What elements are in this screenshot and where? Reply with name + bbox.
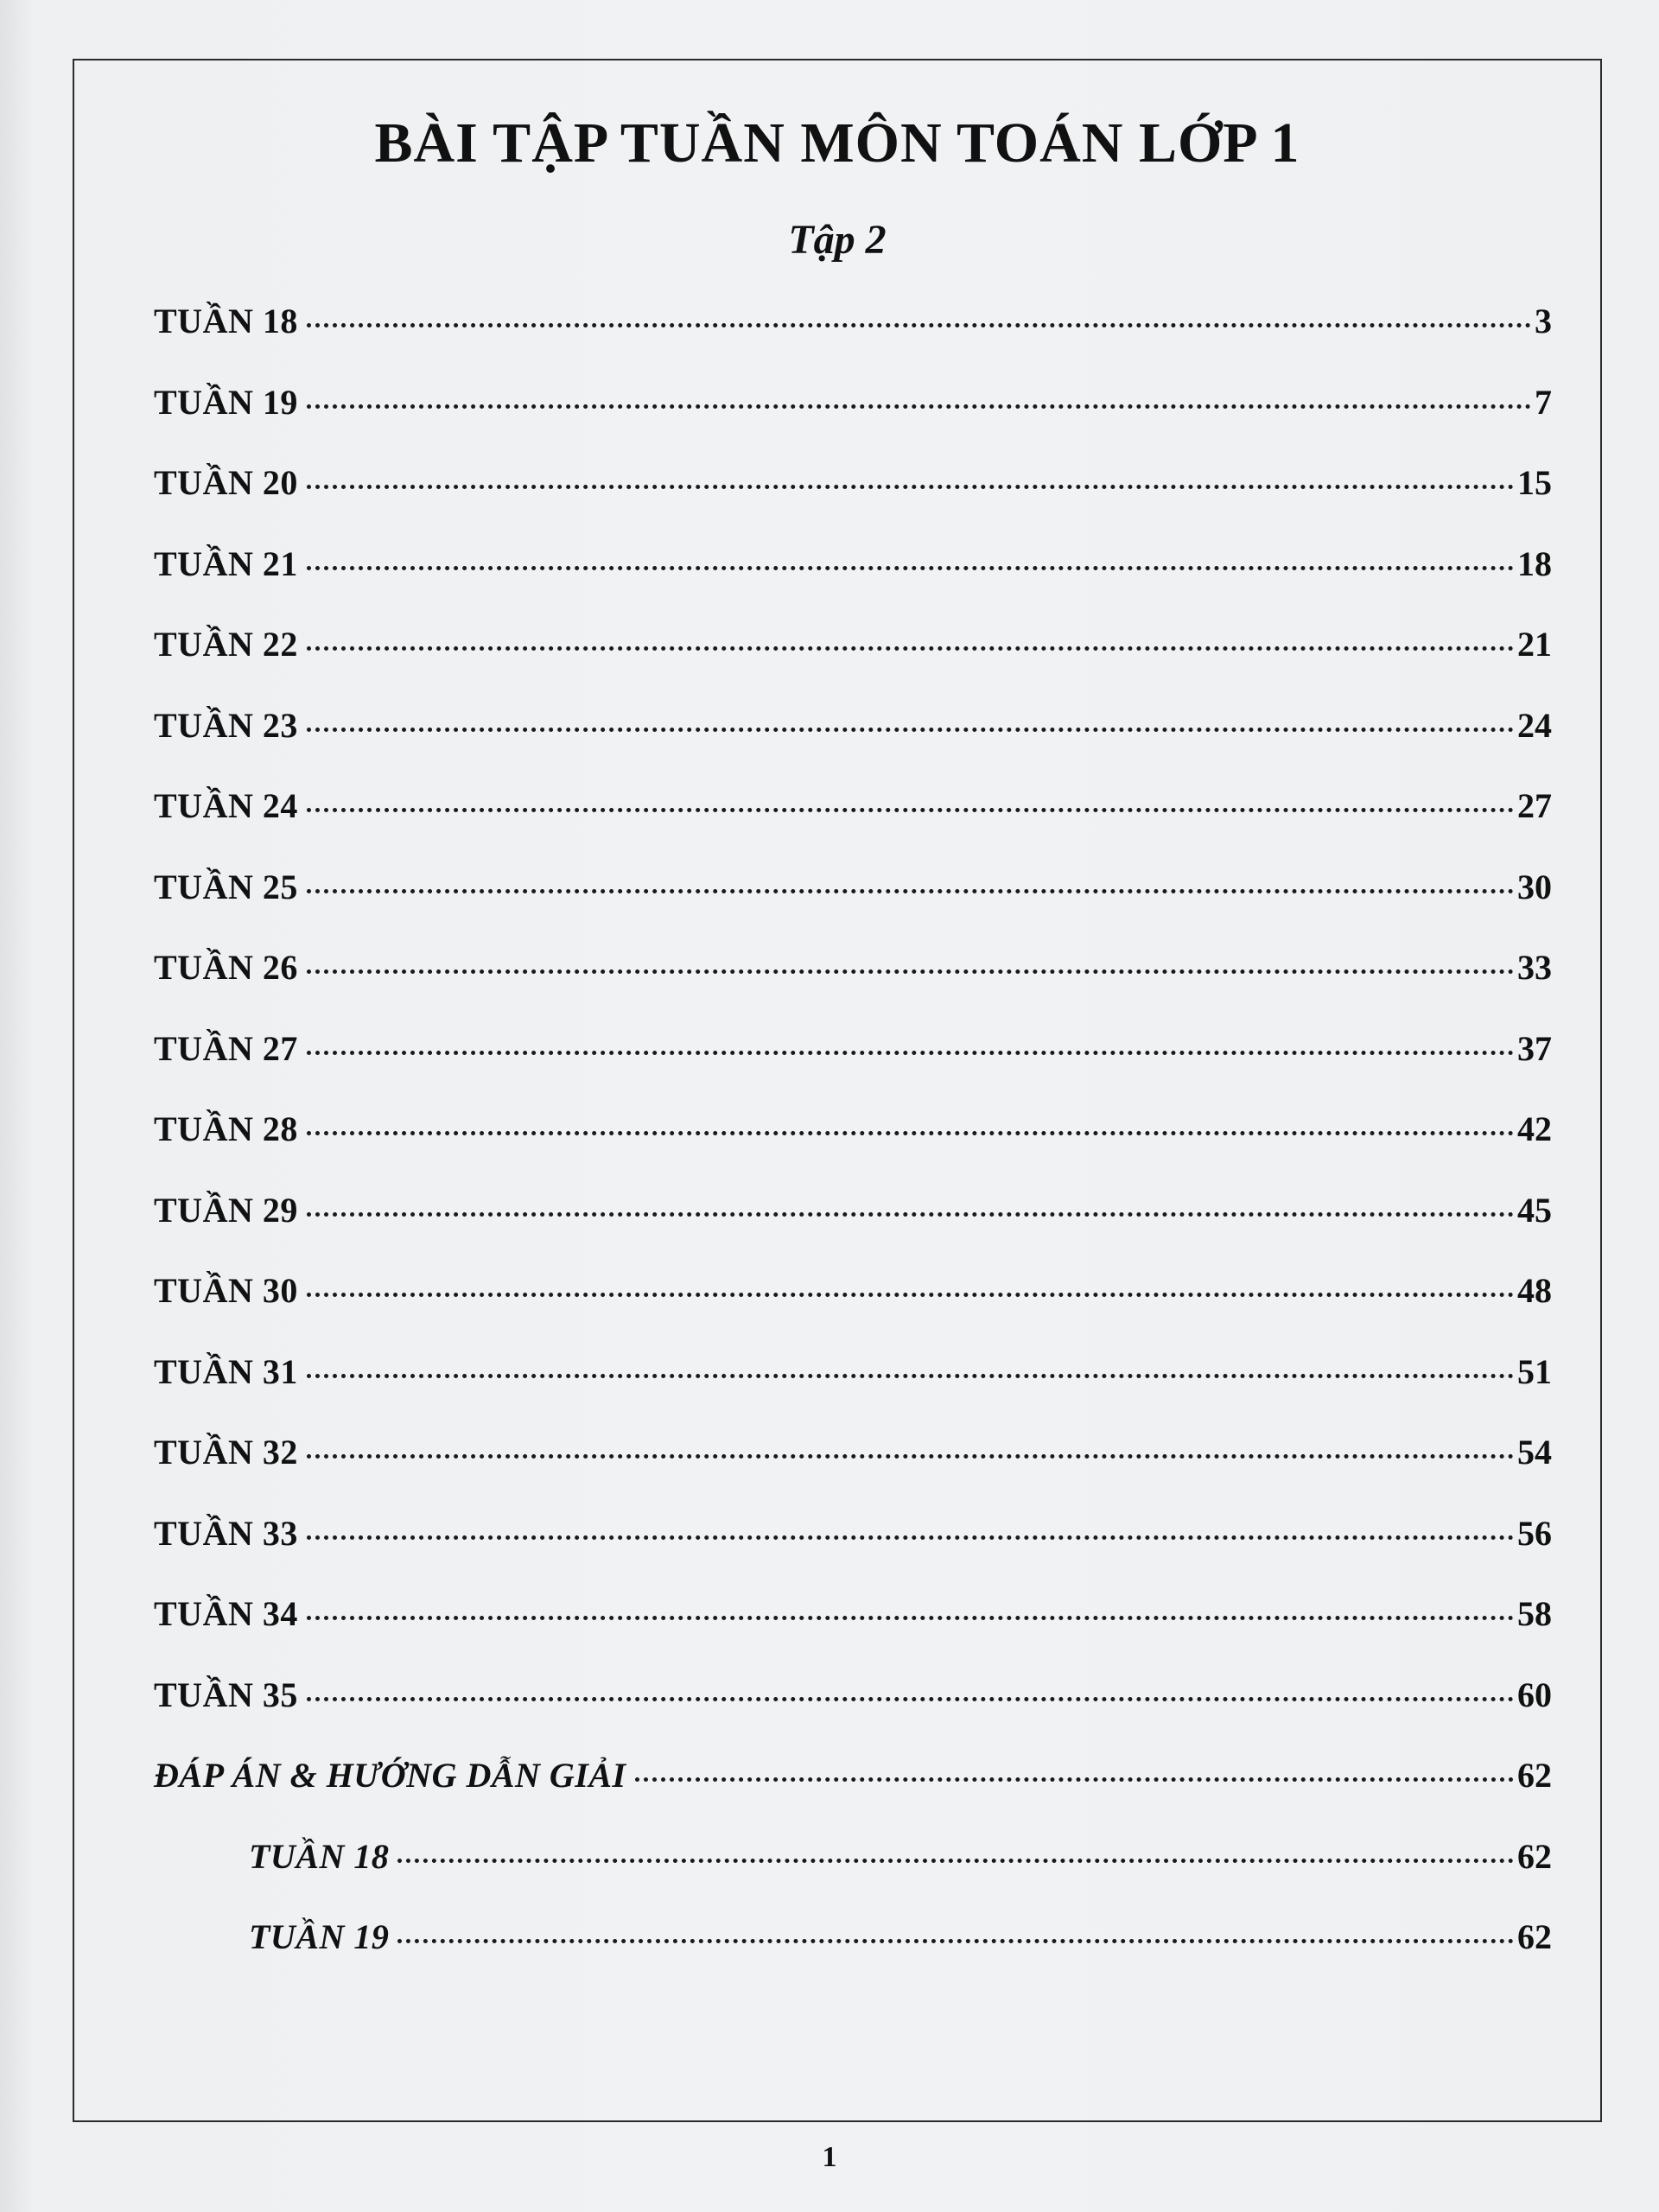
- toc-entry-label: TUẦN 35: [154, 1675, 298, 1714]
- dot-leader: [307, 323, 1531, 327]
- dot-leader: [307, 1131, 1514, 1135]
- document-title: BÀI TẬP TUẦN MÔN TOÁN LỚP 1: [374, 111, 1300, 175]
- dot-leader: [307, 808, 1514, 812]
- toc-entry-tuan-26[interactable]: [154, 947, 1552, 1028]
- toc-entry-label: ĐÁP ÁN & HƯỚNG DẪN GIẢI: [154, 1756, 626, 1795]
- toc-entry-page: 62: [1517, 1917, 1552, 1956]
- toc-entry-label: TUẦN 26: [154, 948, 298, 987]
- toc-entry-label: TUẦN 19: [249, 1917, 390, 1956]
- toc-entry-tuan-23[interactable]: [154, 705, 1552, 786]
- dot-leader: [307, 1051, 1514, 1055]
- toc-entry-page: 3: [1535, 302, 1552, 340]
- toc-entry-tuan-35[interactable]: [154, 1675, 1552, 1756]
- dot-leader: [307, 485, 1514, 489]
- toc-entry-tuan-29[interactable]: [154, 1190, 1552, 1271]
- toc-entry-page: 56: [1517, 1513, 1552, 1553]
- toc-entry-label: TUẦN 25: [154, 867, 298, 906]
- toc-entry-page: 60: [1517, 1675, 1552, 1714]
- toc-entry-page: 30: [1517, 867, 1552, 906]
- dot-leader: [307, 1616, 1514, 1620]
- dot-leader: [397, 1939, 1514, 1943]
- toc-entry-label: TUẦN 20: [154, 463, 298, 502]
- toc-entry-label: TUẦN 28: [154, 1109, 298, 1148]
- toc-entry-label: TUẦN 18: [154, 302, 298, 340]
- toc-entry-page: 21: [1517, 625, 1552, 664]
- toc-entry-tuan-25[interactable]: [154, 867, 1552, 948]
- toc-entry-page: 62: [1517, 1836, 1552, 1876]
- toc-entry-page: 62: [1517, 1756, 1552, 1795]
- dot-leader: [307, 1697, 1514, 1701]
- toc-entry-tuan-18[interactable]: [154, 301, 1552, 382]
- toc-entry-tuan-24[interactable]: [154, 785, 1552, 867]
- toc-entry-tuan-20[interactable]: [154, 462, 1552, 543]
- toc-entry-tuan-21[interactable]: [154, 543, 1552, 625]
- page-number: 1: [822, 2141, 837, 2173]
- toc-entry-page: 54: [1517, 1433, 1552, 1471]
- toc-entry-tuan-31[interactable]: [154, 1351, 1552, 1433]
- toc-entry-label: TUẦN 22: [154, 625, 298, 664]
- toc-entry-page: 27: [1517, 786, 1552, 825]
- document-subtitle: Tập 2: [788, 217, 887, 263]
- toc-entry-page: 18: [1517, 543, 1552, 583]
- toc-entry-tuan-22[interactable]: [154, 624, 1552, 705]
- dot-leader: [307, 566, 1514, 570]
- toc-entry-page: 24: [1517, 705, 1552, 745]
- toc-entry-page: 48: [1517, 1271, 1552, 1310]
- toc-entry-tuan-27[interactable]: [154, 1028, 1552, 1109]
- toc-entry-answers-section[interactable]: [154, 1755, 1552, 1836]
- toc-entry-tuan-32[interactable]: [154, 1432, 1552, 1513]
- toc-entry-tuan-34[interactable]: [154, 1593, 1552, 1675]
- toc-entry-label: TUẦN 27: [154, 1028, 298, 1068]
- dot-leader: [307, 1535, 1514, 1540]
- dot-leader: [307, 1454, 1514, 1459]
- dot-leader: [307, 969, 1514, 974]
- toc-entry-tuan-19[interactable]: [154, 382, 1552, 463]
- dot-leader: [397, 1859, 1514, 1863]
- dot-leader: [307, 1293, 1514, 1297]
- dot-leader: [307, 1374, 1514, 1378]
- table-of-contents: [154, 301, 1552, 1998]
- toc-entry-label: TUẦN 33: [154, 1513, 298, 1553]
- toc-entry-label: TUẦN 34: [154, 1594, 298, 1633]
- dot-leader: [307, 404, 1531, 409]
- toc-entry-page: 42: [1517, 1109, 1552, 1148]
- toc-entry-page: 33: [1517, 948, 1552, 987]
- toc-entry-page: 15: [1517, 463, 1552, 502]
- toc-entry-page: 37: [1517, 1028, 1552, 1068]
- dot-leader: [307, 1212, 1514, 1217]
- toc-entry-label: TUẦN 32: [154, 1433, 298, 1471]
- dot-leader: [307, 728, 1514, 732]
- toc-entry-page: 45: [1517, 1190, 1552, 1230]
- toc-entry-label: TUẦN 29: [154, 1190, 298, 1230]
- toc-entry-label: TUẦN 31: [154, 1351, 298, 1391]
- toc-subentry-answers-tuan-18[interactable]: [154, 1836, 1552, 1917]
- toc-entry-page: 51: [1517, 1351, 1552, 1391]
- toc-subentry-answers-tuan-19[interactable]: [154, 1916, 1552, 1998]
- toc-entry-tuan-28[interactable]: [154, 1109, 1552, 1190]
- toc-entry-label: TUẦN 18: [249, 1836, 390, 1876]
- toc-entry-label: TUẦN 30: [154, 1271, 298, 1310]
- dot-leader: [635, 1777, 1514, 1782]
- dot-leader: [307, 889, 1514, 893]
- toc-entry-tuan-33[interactable]: [154, 1513, 1552, 1594]
- toc-entry-label: TUẦN 23: [154, 705, 298, 745]
- toc-entry-tuan-30[interactable]: [154, 1270, 1552, 1351]
- toc-entry-label: TUẦN 19: [154, 382, 298, 422]
- toc-entry-page: 7: [1535, 382, 1552, 422]
- dot-leader: [307, 646, 1514, 651]
- toc-entry-label: TUẦN 21: [154, 543, 298, 583]
- toc-entry-label: TUẦN 24: [154, 786, 298, 825]
- toc-entry-page: 58: [1517, 1594, 1552, 1633]
